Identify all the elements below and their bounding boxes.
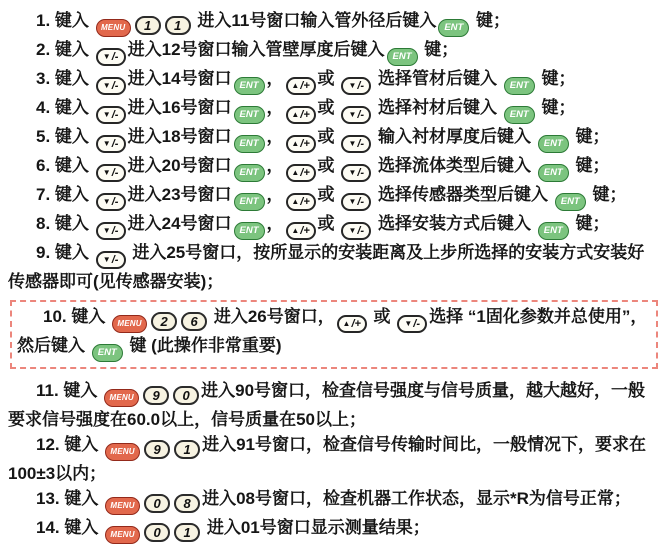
step-text: 键； <box>587 185 627 204</box>
num-key-label: 9 <box>152 387 160 403</box>
ent-key <box>555 193 586 211</box>
ent-key <box>538 164 569 182</box>
down-key <box>96 135 126 153</box>
step-text: ， <box>266 156 284 175</box>
step-text: 进入12号窗口输入管壁厚度后键入 <box>127 40 385 59</box>
step-text: 或 <box>317 185 340 204</box>
num-key <box>144 440 170 459</box>
ent-key-label: ENT <box>239 138 259 149</box>
ent-key-label: ENT <box>543 225 563 236</box>
num-key-label: 0 <box>182 387 190 403</box>
ent-key-label: ENT <box>239 80 259 91</box>
step-text: 13. 键入 <box>36 488 104 508</box>
step-text: 进入18号窗口 <box>127 127 232 146</box>
down-key <box>96 106 126 124</box>
step-text: 进入16号窗口 <box>127 98 232 117</box>
num-key <box>174 494 200 513</box>
step-text: 进入11号窗口输入管外径后键入 <box>192 11 437 30</box>
down-key <box>96 77 126 95</box>
step-text: 进入08号窗口，检查机器工作状态，显示*R为信号正常； <box>202 488 631 508</box>
up-key-label: /+ <box>351 317 361 330</box>
arrow-down-icon: ▼ <box>348 226 357 235</box>
step-text: 选择衬材后键入 <box>373 98 502 117</box>
arrow-down-icon: ▼ <box>348 81 357 90</box>
step-text: 或 <box>368 307 396 326</box>
arrow-down-icon: ▼ <box>348 168 357 177</box>
step-text: 进入20号窗口 <box>127 156 232 175</box>
ent-key-label: ENT <box>97 347 117 358</box>
down-key <box>96 164 126 182</box>
step-text: 键 (此操作非常重要) <box>124 336 282 355</box>
ent-key <box>234 193 265 211</box>
num-key <box>144 494 170 513</box>
step-text: 键； <box>570 127 610 146</box>
arrow-down-icon: ▼ <box>348 110 357 119</box>
down-key-label: /- <box>111 50 119 63</box>
step-text: 进入90号窗口，检查信号强度与信号质量，越大越好，一般要求信号强度在60.0以上，信号质量在50以上； <box>8 380 646 429</box>
menu-key-label: MENU <box>117 319 142 328</box>
ent-key <box>538 222 569 240</box>
step-text: 或 <box>317 69 340 88</box>
step-text: 输入衬材厚度后键入 <box>373 127 536 146</box>
step-text: ， <box>266 214 284 233</box>
step-text: 11. 键入 <box>36 380 103 400</box>
down-key-label: /- <box>357 79 365 92</box>
step-text: 选择 “1固化参数并总使用”，然后键入 <box>17 307 648 355</box>
ent-key <box>504 77 535 95</box>
arrow-down-icon: ▼ <box>348 197 357 206</box>
ent-key-label: ENT <box>509 109 529 120</box>
down-key-label: /- <box>357 166 365 179</box>
arrow-up-icon: ▲ <box>342 319 351 328</box>
menu-key <box>105 526 140 544</box>
num-key-label: 1 <box>144 18 152 33</box>
step-text: 进入01号窗口显示测量结果； <box>202 517 430 537</box>
step-5 <box>8 124 660 153</box>
ent-key-label: ENT <box>239 167 259 178</box>
arrow-up-icon: ▲ <box>291 110 300 119</box>
num-key <box>173 386 199 405</box>
arrow-down-icon: ▼ <box>102 52 111 61</box>
arrow-down-icon: ▼ <box>404 319 413 328</box>
step-1 <box>8 8 660 37</box>
arrow-up-icon: ▲ <box>291 197 300 206</box>
step-text: ， <box>266 69 284 88</box>
ent-key <box>92 344 123 362</box>
step-text: 键； <box>419 40 459 59</box>
num-key <box>174 440 200 459</box>
step-4 <box>8 95 660 124</box>
step-text: 选择流体类型后键入 <box>373 156 536 175</box>
step-14 <box>8 515 660 544</box>
step-text: 键； <box>471 11 511 30</box>
down-key <box>341 164 371 182</box>
step-text: 或 <box>317 214 340 233</box>
down-key <box>96 251 126 269</box>
up-key <box>286 77 316 95</box>
step-text: 进入23号窗口 <box>127 185 232 204</box>
ent-key-label: ENT <box>239 196 259 207</box>
step-text: 键； <box>570 214 610 233</box>
step-text: 4. 键入 <box>36 98 94 117</box>
arrow-down-icon: ▼ <box>102 226 111 235</box>
step-text: 进入91号窗口，检查信号传输时间比，一般情况下，要求在100±3以内； <box>8 434 647 483</box>
down-key <box>341 77 371 95</box>
ent-key <box>234 135 265 153</box>
menu-key-label: MENU <box>100 23 126 32</box>
menu-key-label: MENU <box>110 529 135 539</box>
arrow-down-icon: ▼ <box>348 139 357 148</box>
down-key-label: /- <box>111 166 119 179</box>
down-key-label: /- <box>357 137 365 150</box>
ent-key-label: ENT <box>560 196 580 207</box>
up-key-label: /+ <box>300 166 310 179</box>
num-key-label: 8 <box>183 495 191 511</box>
arrow-up-icon: ▲ <box>291 139 300 148</box>
ent-key <box>387 48 418 66</box>
step-text: ， <box>266 98 284 117</box>
ent-key <box>234 77 265 95</box>
up-key-label: /+ <box>300 224 310 237</box>
step-6 <box>8 153 660 182</box>
arrow-down-icon: ▼ <box>102 255 111 264</box>
down-key-label: /- <box>111 253 119 266</box>
step-12 <box>8 432 660 486</box>
step-text: 10. 键入 <box>43 307 111 326</box>
step-text: 键； <box>570 156 610 175</box>
down-key <box>341 193 371 211</box>
menu-key-label: MENU <box>110 500 135 510</box>
step-text: 2. 键入 <box>36 40 94 59</box>
down-key-label: /- <box>413 317 421 330</box>
step-text: ， <box>266 185 284 204</box>
step-text: 5. 键入 <box>36 127 94 146</box>
step-text: 进入26号窗口， <box>209 307 335 326</box>
step-text: 或 <box>317 98 340 117</box>
ent-key <box>234 222 265 240</box>
ent-key-label: ENT <box>239 109 259 120</box>
menu-key <box>104 389 139 407</box>
menu-key <box>96 19 131 37</box>
num-key-label: 1 <box>183 524 191 540</box>
down-key <box>96 193 126 211</box>
ent-key <box>234 106 265 124</box>
ent-key-label: ENT <box>509 80 529 91</box>
down-key-label: /- <box>357 195 365 208</box>
down-key-label: /- <box>357 224 365 237</box>
menu-key-label: MENU <box>110 446 135 456</box>
steps-before <box>8 8 660 294</box>
up-key-label: /+ <box>300 108 310 121</box>
arrow-down-icon: ▼ <box>102 139 111 148</box>
step-text: 3. 键入 <box>36 69 94 88</box>
step-text: 键； <box>536 69 576 88</box>
num-key-label: 9 <box>153 441 161 457</box>
step-text: 6. 键入 <box>36 156 94 175</box>
step-text: 1. 键入 <box>36 11 94 30</box>
arrow-down-icon: ▼ <box>102 81 111 90</box>
up-key <box>286 222 316 240</box>
num-key <box>151 312 177 331</box>
step-text: 或 <box>317 156 340 175</box>
menu-key <box>105 443 140 461</box>
down-key-label: /- <box>111 79 119 92</box>
arrow-down-icon: ▼ <box>102 197 111 206</box>
up-key-label: /+ <box>300 79 310 92</box>
step-text: 8. 键入 <box>36 214 94 233</box>
step-text: 9. 键入 <box>36 243 94 262</box>
num-key-label: 2 <box>160 314 168 329</box>
ent-key-label: ENT <box>239 225 259 236</box>
arrow-down-icon: ▼ <box>102 168 111 177</box>
arrow-down-icon: ▼ <box>102 110 111 119</box>
step-10 <box>17 304 652 362</box>
step-7 <box>8 182 660 211</box>
step-text: 12. 键入 <box>36 434 104 454</box>
up-key <box>286 135 316 153</box>
down-key <box>397 315 427 333</box>
ent-key-label: ENT <box>444 22 464 33</box>
down-key <box>96 222 126 240</box>
step-13 <box>8 486 660 515</box>
down-key-label: /- <box>111 108 119 121</box>
num-key <box>181 312 207 331</box>
down-key <box>341 222 371 240</box>
num-key-label: 0 <box>153 524 161 540</box>
menu-key-label: MENU <box>109 392 134 402</box>
step-2 <box>8 37 660 66</box>
steps-after <box>8 378 660 544</box>
step-text: 选择安装方式后键入 <box>373 214 536 233</box>
arrow-up-icon: ▲ <box>291 226 300 235</box>
down-key <box>96 48 126 66</box>
down-key-label: /- <box>357 108 365 121</box>
up-key <box>286 164 316 182</box>
up-key-label: /+ <box>300 137 310 150</box>
down-key-label: /- <box>111 195 119 208</box>
step-text: 进入24号窗口 <box>127 214 232 233</box>
step-text: 进入25号窗口，按所显示的安装距离及上步所选择的安装方式安装好传感器即可(见传感器安装)； <box>8 243 645 291</box>
down-key-label: /- <box>111 224 119 237</box>
up-key <box>286 106 316 124</box>
num-key-label: 0 <box>153 495 161 511</box>
step-3 <box>8 66 660 95</box>
ent-key-label: ENT <box>543 167 563 178</box>
ent-key <box>234 164 265 182</box>
num-key-label: 1 <box>174 18 182 33</box>
ent-key <box>438 19 469 37</box>
step-text: 选择传感器类型后键入 <box>373 185 553 204</box>
up-key <box>286 193 316 211</box>
num-key <box>143 386 169 405</box>
num-key <box>174 523 200 542</box>
step-11 <box>8 378 660 432</box>
step-text: 进入14号窗口 <box>127 69 232 88</box>
arrow-up-icon: ▲ <box>291 168 300 177</box>
num-key <box>165 16 191 35</box>
step-text: 或 <box>317 127 340 146</box>
ent-key <box>538 135 569 153</box>
arrow-up-icon: ▲ <box>291 81 300 90</box>
num-key-label: 1 <box>183 441 191 457</box>
down-key-label: /- <box>111 137 119 150</box>
down-key <box>341 106 371 124</box>
ent-key-label: ENT <box>392 51 412 62</box>
ent-key <box>504 106 535 124</box>
up-key-label: /+ <box>300 195 310 208</box>
step-text: 14. 键入 <box>36 517 104 537</box>
step-9 <box>8 240 660 294</box>
step-text: ， <box>266 127 284 146</box>
num-key <box>135 16 161 35</box>
highlight-box <box>10 300 658 369</box>
num-key-label: 6 <box>190 314 198 329</box>
menu-key <box>105 497 140 515</box>
step-8 <box>8 211 660 240</box>
step-text: 选择管材后键入 <box>373 69 502 88</box>
step-text: 键； <box>536 98 576 117</box>
step-text: 7. 键入 <box>36 185 94 204</box>
up-key <box>337 315 367 333</box>
down-key <box>341 135 371 153</box>
num-key <box>144 523 170 542</box>
menu-key <box>112 315 147 333</box>
ent-key-label: ENT <box>543 138 563 149</box>
